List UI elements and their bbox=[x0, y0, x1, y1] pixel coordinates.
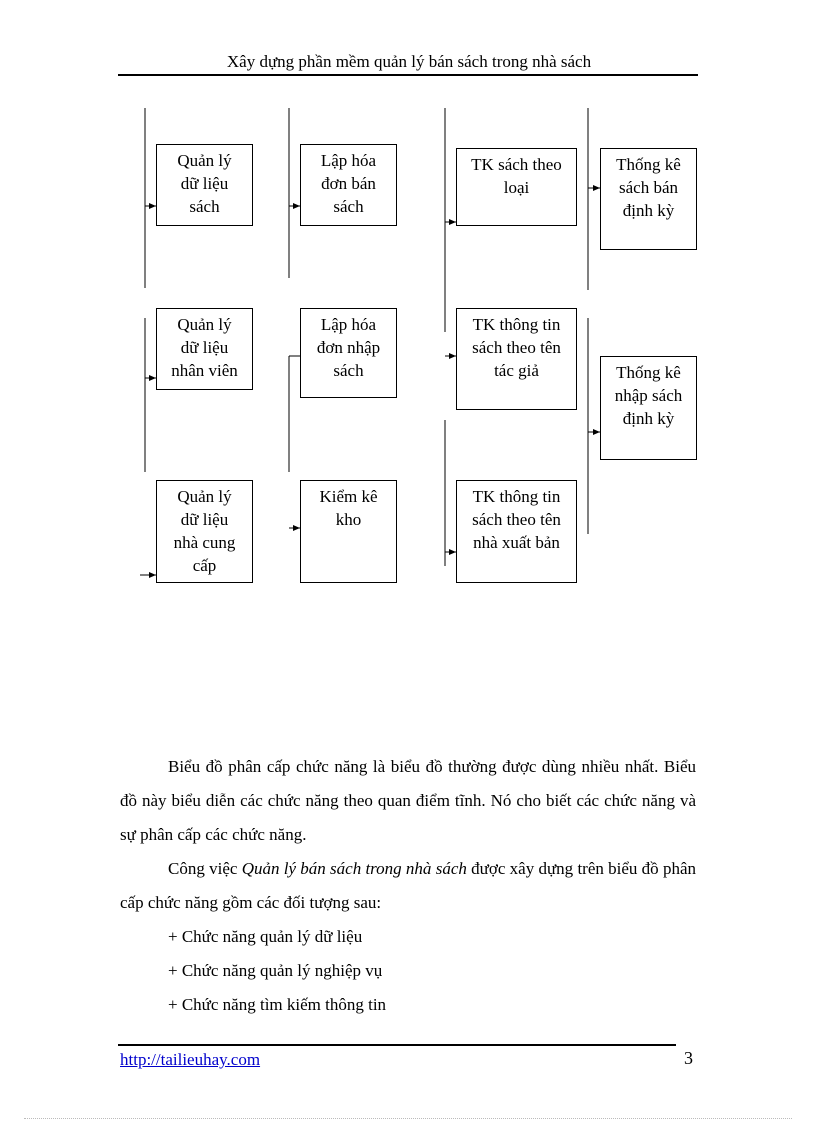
box-lap-hoa-don-ban-sach: Lập hóa đơn bán sách bbox=[300, 144, 397, 226]
box-quan-ly-du-lieu-nha-cung-cap: Quản lý dữ liệu nhà cung cấp bbox=[156, 480, 253, 583]
box-tk-thong-tin-sach-theo-tac-gia: TK thông tin sách theo tên tác giả bbox=[456, 308, 577, 410]
bullet-item-1: + Chức năng quản lý dữ liệu bbox=[168, 927, 363, 946]
page-header-title: Xây dựng phần mềm quản lý bán sách trong nhà sách bbox=[226, 52, 592, 71]
footer-link[interactable]: http://tailieuhay.com bbox=[120, 1050, 261, 1069]
box-tk-thong-tin-sach-theo-nha-xuat-ban: TK thông tin sách theo tên nhà xuất bản bbox=[456, 480, 577, 583]
paragraph-2-italic: Quản lý bán sách trong nhà sách bbox=[241, 859, 467, 878]
box-thong-ke-nhap-sach-dinh-ky: Thống kê nhập sách định kỳ bbox=[600, 356, 697, 460]
box-quan-ly-du-lieu-sach: Quản lý dữ liệu sách bbox=[156, 144, 253, 226]
box-quan-ly-du-lieu-nhan-vien: Quản lý dữ liệu nhân viên bbox=[156, 308, 253, 390]
page-number: 3 bbox=[684, 1048, 693, 1068]
paragraph-2: Công việc Quản lý bán sách trong nhà sách được xây dựng trên biểu đồ phân cấp chức năng gồm các đối tượng sau: bbox=[120, 859, 696, 912]
footer-rule bbox=[118, 1044, 676, 1046]
box-thong-ke-sach-ban-dinh-ky: Thống kê sách bán định kỳ bbox=[600, 148, 697, 250]
bullet-item-3: + Chức năng tìm kiếm thông tin bbox=[168, 995, 387, 1014]
paragraph-1: Biểu đồ phân cấp chức năng là biểu đồ thường được dùng nhiều nhất. Biểu đồ này biểu diễn các chức năng theo quan điểm tĩnh. Nó cho biết các chức năng và sự phân cấp các chức năng. bbox=[120, 757, 696, 844]
box-lap-hoa-don-nhap-sach: Lập hóa đơn nhập sách bbox=[300, 308, 397, 398]
box-tk-sach-theo-loai: TK sách theo loại bbox=[456, 148, 577, 226]
bullet-item-2: + Chức năng quản lý nghiệp vụ bbox=[168, 961, 383, 980]
page-edge-dots bbox=[24, 1118, 792, 1119]
box-kiem-ke-kho: Kiểm kê kho bbox=[300, 480, 397, 583]
